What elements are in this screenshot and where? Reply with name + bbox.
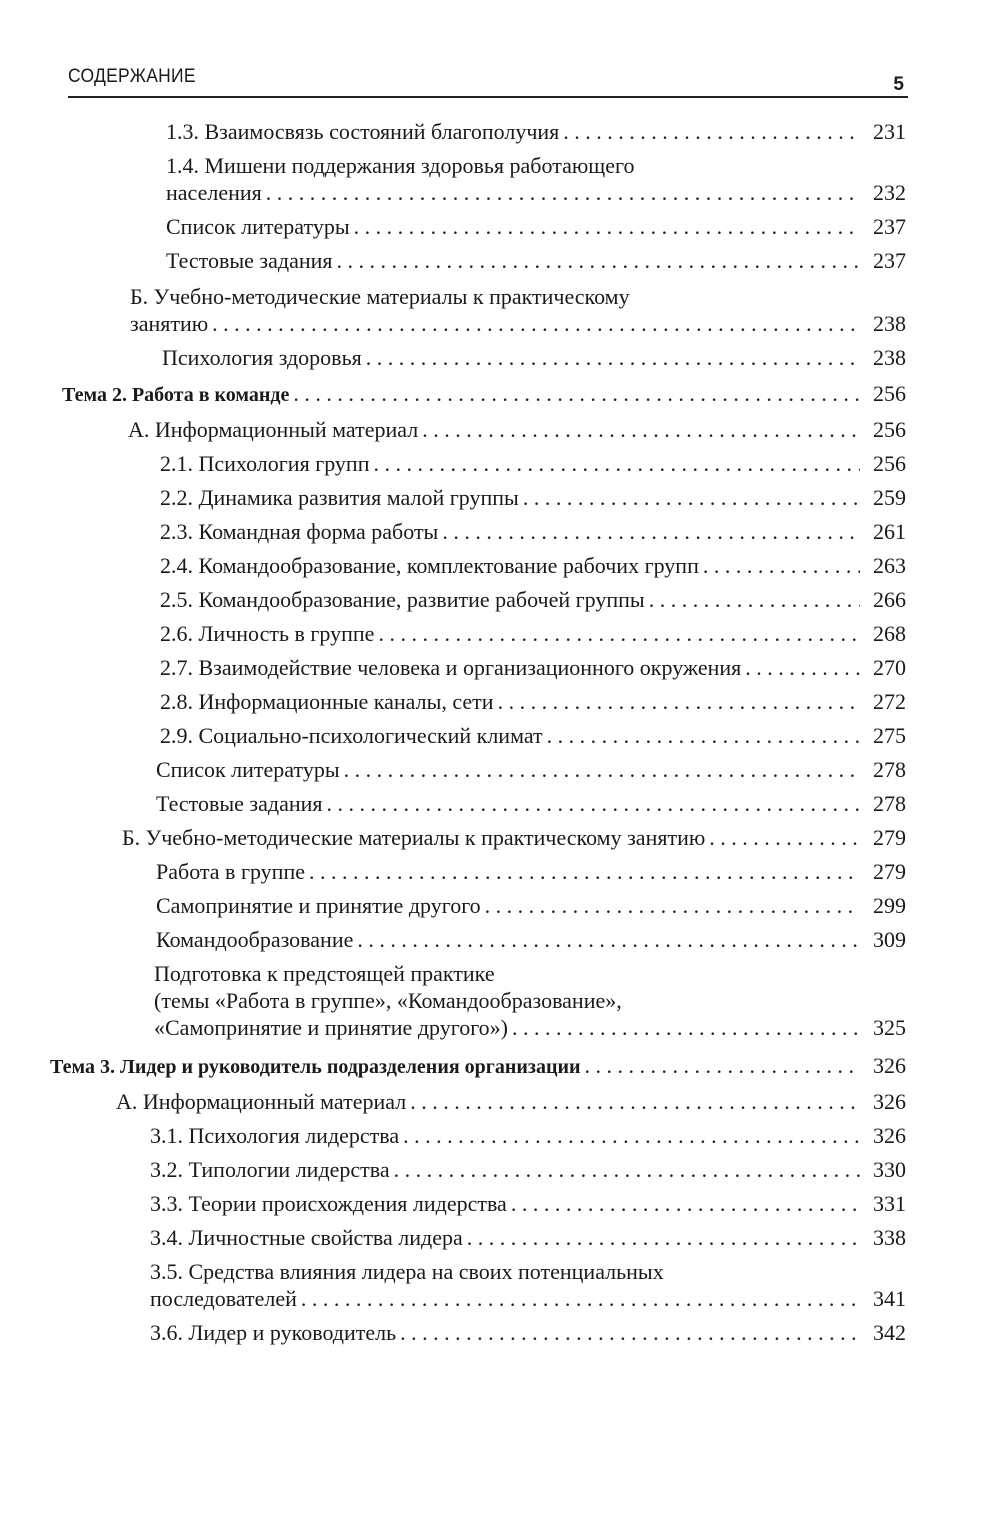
- toc-entry-title: Работа в группе: [156, 859, 305, 884]
- dot-leader: [378, 620, 860, 647]
- toc-entry: [156, 756, 906, 783]
- toc-entry-page: 232: [873, 180, 906, 205]
- dot-leader: [373, 450, 860, 477]
- toc-entry-title: занятию: [130, 311, 209, 336]
- dot-leader: [394, 1156, 860, 1183]
- dot-leader: [563, 118, 860, 145]
- toc-entry-page: 279: [873, 825, 906, 850]
- dot-leader: [498, 688, 860, 715]
- toc-entry-page: 266: [873, 587, 906, 612]
- toc-entry-page: 259: [873, 485, 906, 510]
- toc-entry: [50, 1052, 906, 1081]
- dot-leader: [293, 380, 860, 407]
- toc-entry-title: 2.3. Командная форма работы: [160, 519, 439, 544]
- dot-leader: [585, 1052, 860, 1079]
- toc-entry-title-line: 1.4. Мишени поддержания здоровья работающего: [166, 153, 635, 178]
- toc-entry-title-line: 3.5. Средства влияния лидера на своих потенциальных: [150, 1259, 664, 1284]
- toc-entry-page: 326: [873, 1123, 906, 1148]
- toc-entry-page: 342: [873, 1320, 906, 1345]
- dot-leader: [309, 858, 860, 885]
- dot-leader: [327, 790, 860, 817]
- toc-entry: [130, 283, 906, 337]
- toc-entry: [150, 1190, 906, 1217]
- dot-leader: [400, 1319, 860, 1346]
- dot-leader: [523, 484, 860, 511]
- toc-entry-title: Тестовые задания: [166, 248, 333, 273]
- dot-leader: [301, 1285, 860, 1312]
- toc-entry: [160, 484, 906, 511]
- toc-entry-page: 326: [873, 1089, 906, 1114]
- toc-entry-page: 231: [873, 119, 906, 144]
- running-title: СОДЕРЖАНИЕ: [68, 66, 196, 87]
- dot-leader: [547, 722, 860, 749]
- dot-leader: [354, 213, 860, 240]
- toc-entry-title: последователей: [150, 1286, 297, 1311]
- toc-entry-title: 3.3. Теории происхождения лидерства: [150, 1191, 507, 1216]
- dot-leader: [337, 247, 860, 274]
- toc-entry-title: 2.4. Командообразование, комплектование рабочих групп: [160, 553, 699, 578]
- toc-entry: [128, 416, 906, 443]
- toc-entry: [150, 1258, 906, 1312]
- toc-entry-page: 237: [873, 214, 906, 239]
- dot-leader: [703, 552, 860, 579]
- dot-leader: [266, 179, 860, 206]
- toc-entry: [160, 518, 906, 545]
- dot-leader: [410, 1088, 860, 1115]
- toc-entry-title: населения: [166, 180, 262, 205]
- dot-leader: [403, 1122, 860, 1149]
- toc-entry-page: 270: [873, 655, 906, 680]
- toc-entry-title: Тема 3. Лидер и руководитель подразделения организации: [50, 1056, 581, 1078]
- toc-entry-title: 2.2. Динамика развития малой группы: [160, 485, 519, 510]
- toc-entry-page: 278: [873, 791, 906, 816]
- table-of-contents: [0, 118, 1000, 1345]
- toc-entry: [160, 654, 906, 681]
- toc-entry: [160, 620, 906, 647]
- toc-entry: [150, 1156, 906, 1183]
- toc-entry-title: Психология здоровья: [162, 345, 362, 370]
- toc-entry-page: 325: [873, 1015, 906, 1040]
- dot-leader: [745, 654, 860, 681]
- toc-entry: [166, 152, 906, 206]
- toc-entry-title: 2.7. Взаимодействие человека и организационного окружения: [160, 655, 742, 680]
- toc-entry-page: 331: [873, 1191, 906, 1216]
- dot-leader: [442, 518, 860, 545]
- toc-entry: [156, 790, 906, 817]
- toc-entry-page: 338: [873, 1225, 906, 1250]
- toc-entry-title: 2.5. Командообразование, развитие рабочей группы: [160, 587, 645, 612]
- toc-entry-title: 2.9. Социально-психологический климат: [160, 723, 543, 748]
- toc-entry-page: 279: [873, 859, 906, 884]
- toc-entry-page: 256: [873, 417, 906, 442]
- toc-entry-page: 278: [873, 757, 906, 782]
- toc-entry-title: 2.1. Психология групп: [160, 451, 370, 476]
- toc-entry: [122, 824, 906, 851]
- toc-entry-page: 272: [873, 689, 906, 714]
- dot-leader: [344, 756, 860, 783]
- toc-entry: [156, 892, 906, 919]
- toc-entry-page: 330: [873, 1157, 906, 1182]
- toc-entry: [150, 1122, 906, 1149]
- dot-leader: [357, 926, 860, 953]
- toc-entry-title: Командообразование: [156, 927, 354, 952]
- toc-entry-page: 256: [873, 451, 906, 476]
- toc-entry-title: «Самопринятие и принятие другого»): [154, 1015, 508, 1040]
- toc-entry: [150, 1319, 906, 1346]
- toc-entry-title: А. Информационный материал: [128, 417, 419, 442]
- toc-entry-title: Самопринятие и принятие другого: [156, 893, 481, 918]
- toc-entry-page: 263: [873, 553, 906, 578]
- toc-entry-title: Тема 2. Работа в команде: [62, 384, 290, 406]
- toc-entry-title: 1.3. Взаимосвязь состояний благополучия: [166, 119, 560, 144]
- toc-entry-title: Тестовые задания: [156, 791, 323, 816]
- toc-entry-page: 268: [873, 621, 906, 646]
- dot-leader: [422, 416, 860, 443]
- toc-entry-page: 299: [873, 893, 906, 918]
- toc-entry: [160, 552, 906, 579]
- dot-leader: [709, 824, 860, 851]
- toc-entry: [160, 450, 906, 477]
- toc-entry-title: Список литературы: [156, 757, 340, 782]
- toc-entry: [166, 118, 906, 145]
- toc-entry: [116, 1088, 906, 1115]
- toc-entry: [150, 1224, 906, 1251]
- toc-entry-page: 238: [873, 311, 906, 336]
- toc-entry: [162, 344, 906, 371]
- dot-leader: [511, 1190, 860, 1217]
- toc-entry-title: 2.8. Информационные каналы, сети: [160, 689, 494, 714]
- toc-entry-title: 3.4. Личностные свойства лидера: [150, 1225, 463, 1250]
- toc-entry: [166, 213, 906, 240]
- toc-entry-page: 238: [873, 345, 906, 370]
- toc-entry-page: 256: [873, 381, 906, 406]
- toc-entry-page: 237: [873, 248, 906, 273]
- dot-leader: [212, 310, 860, 337]
- page-number: 5: [893, 74, 904, 95]
- toc-entry: [166, 247, 906, 274]
- toc-entry: [160, 722, 906, 749]
- toc-entry-page: 341: [873, 1286, 906, 1311]
- toc-entry: [160, 688, 906, 715]
- toc-entry: [160, 586, 906, 613]
- toc-entry-title-line: Подготовка к предстоящей практике: [154, 961, 495, 986]
- dot-leader: [485, 892, 860, 919]
- toc-entry-title-line: Б. Учебно-методические материалы к практическому: [130, 284, 630, 309]
- toc-entry: [154, 960, 906, 1041]
- toc-entry-page: 261: [873, 519, 906, 544]
- toc-entry-title: 2.6. Личность в группе: [160, 621, 375, 646]
- dot-leader: [366, 344, 860, 371]
- toc-entry-title: 3.1. Психология лидерства: [150, 1123, 400, 1148]
- toc-entry: [156, 858, 906, 885]
- dot-leader: [649, 586, 860, 613]
- dot-leader: [512, 1014, 860, 1041]
- toc-entry-page: 275: [873, 723, 906, 748]
- toc-entry-title: А. Информационный материал: [116, 1089, 407, 1114]
- toc-entry-page: 309: [873, 927, 906, 952]
- toc-entry-title: 3.6. Лидер и руководитель: [150, 1320, 397, 1345]
- toc-entry-title: 3.2. Типологии лидерства: [150, 1157, 390, 1182]
- toc-entry: [62, 380, 906, 409]
- toc-entry-page: 326: [873, 1053, 906, 1078]
- toc-entry: [156, 926, 906, 953]
- toc-entry-title-line: (темы «Работа в группе», «Командообразование»,: [154, 988, 622, 1013]
- page-header: [68, 60, 908, 98]
- toc-entry-title: Б. Учебно-методические материалы к практическому занятию: [122, 825, 706, 850]
- dot-leader: [467, 1224, 860, 1251]
- toc-entry-title: Список литературы: [166, 214, 350, 239]
